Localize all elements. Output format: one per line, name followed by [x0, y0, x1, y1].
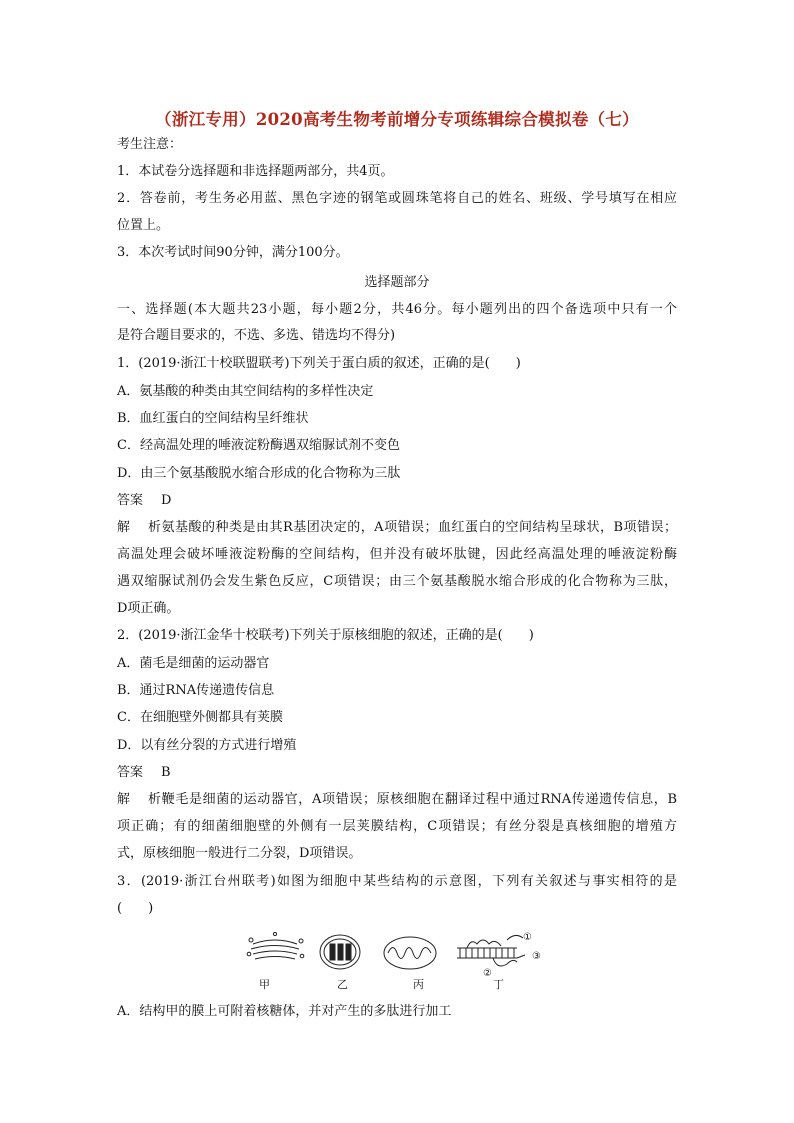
section-intro: 是符合题目要求的，不选、多选、错选均不得分) — [117, 328, 396, 343]
figure-markers — [483, 932, 541, 979]
question-stem: 3．(2019·浙江台州联考)如图为细胞中某些结构的示意图，下列有关叙述与事实相符的是 — [117, 874, 677, 889]
notice-item: 位置上。 — [117, 218, 170, 233]
figure-caption: 乙 — [337, 978, 348, 991]
cell-structures-figure — [245, 928, 555, 992]
question-option: B．血红蛋白的空间结构呈纤维状 — [117, 411, 309, 426]
question-option: B．通过RNA传递遗传信息 — [117, 683, 275, 698]
question-option: D．以有丝分裂的方式进行增殖 — [117, 738, 297, 753]
question-stem: 2．(2019·浙江金华十校联考)下列关于原核细胞的叙述，正确的是( ) — [117, 628, 534, 643]
analysis-text: 项正确；有的细菌细胞壁的外侧有一层荚膜结构，C项错误；有丝分裂是真核细胞的增殖方 — [117, 819, 677, 834]
question-option: D．由三个氨基酸脱水缩合形成的化合物称为三肽 — [117, 466, 401, 481]
notice-item: 1．本试卷分选择题和非选择题两部分，共4页。 — [117, 164, 394, 179]
marker-label: ③ — [532, 951, 541, 962]
answer-value: D — [161, 493, 172, 508]
figure-caption: 甲 — [259, 978, 270, 991]
answer-label: 答案 — [117, 493, 144, 508]
marker-label: ① — [523, 932, 532, 943]
analysis-text: 氨基酸的种类是由其R基团决定的，A项错误；血红蛋白的空间结构呈球状，B项错误； — [161, 520, 677, 535]
analysis-line — [117, 792, 677, 808]
marker-label: ② — [483, 968, 492, 979]
question-option: A．氨基酸的种类由其空间结构的多样性决定 — [117, 384, 374, 399]
question-stem: 1．(2019·浙江十校联盟联考)下列关于蛋白质的叙述，正确的是( ) — [117, 356, 521, 371]
section-intro: 一、选择题(本大题共23小题，每小题2分，共46分。每小题列出的四个备选项中只有一个 — [117, 302, 677, 317]
analysis-text: 式，原核细胞一般进行二分裂，D项错误。 — [117, 846, 362, 861]
analysis-label: 解析 — [117, 792, 161, 807]
analysis-text: 鞭毛是细菌的运动器官，A项错误；原核细胞在翻译过程中通过RNA传递遗传信息，B — [161, 792, 677, 807]
answer-line — [117, 765, 677, 781]
question-option: C．经高温处理的唾液淀粉酶遇双缩脲试剂不变色 — [117, 438, 400, 453]
figure-caption: 丙 — [413, 978, 424, 991]
analysis-text: D项正确。 — [117, 601, 180, 616]
answer-value: B — [161, 765, 171, 780]
question-option: C．在细胞壁外侧都具有荚膜 — [117, 710, 283, 725]
notice-heading: 考生注意： — [117, 137, 183, 152]
membrane-structure-diagram — [457, 935, 525, 966]
figure-caption: 丁 — [493, 978, 504, 991]
question-option: A．菌毛是细菌的运动器官 — [117, 656, 270, 671]
notice-item: 3．本次考试时间90分钟，满分100分。 — [117, 245, 349, 260]
analysis-label: 解析 — [117, 520, 161, 535]
analysis-text: 遇双缩脲试剂仍会发生紫色反应，C项错误；由三个氨基酸脱水缩合形成的化合物称为三肽， — [117, 574, 677, 589]
golgi-apparatus-diagram — [247, 932, 304, 959]
answer-label: 答案 — [117, 765, 144, 780]
mitochondrion-diagram — [384, 937, 436, 969]
section-title: 选择题部分 — [364, 275, 430, 290]
question-stem: ( ) — [117, 901, 154, 916]
question-option: A．结构甲的膜上可附着核糖体，并对产生的多肽进行加工 — [117, 1004, 452, 1019]
analysis-text: 高温处理会破坏唾液淀粉酶的空间结构，但并没有破坏肽键，因此经高温处理的唾液淀粉酶 — [117, 547, 677, 562]
chloroplast-diagram — [320, 935, 360, 969]
page-title: （浙江专用）2020高考生物考前增分专项练辑综合模拟卷（七） — [155, 110, 639, 129]
analysis-line — [117, 520, 677, 536]
answer-line — [117, 493, 677, 509]
notice-item: 2．答卷前，考生务必用蓝、黑色字迹的钢笔或圆珠笔将自己的姓名、班级、学号填写在相应 — [117, 191, 677, 206]
figure-captions — [259, 978, 504, 991]
